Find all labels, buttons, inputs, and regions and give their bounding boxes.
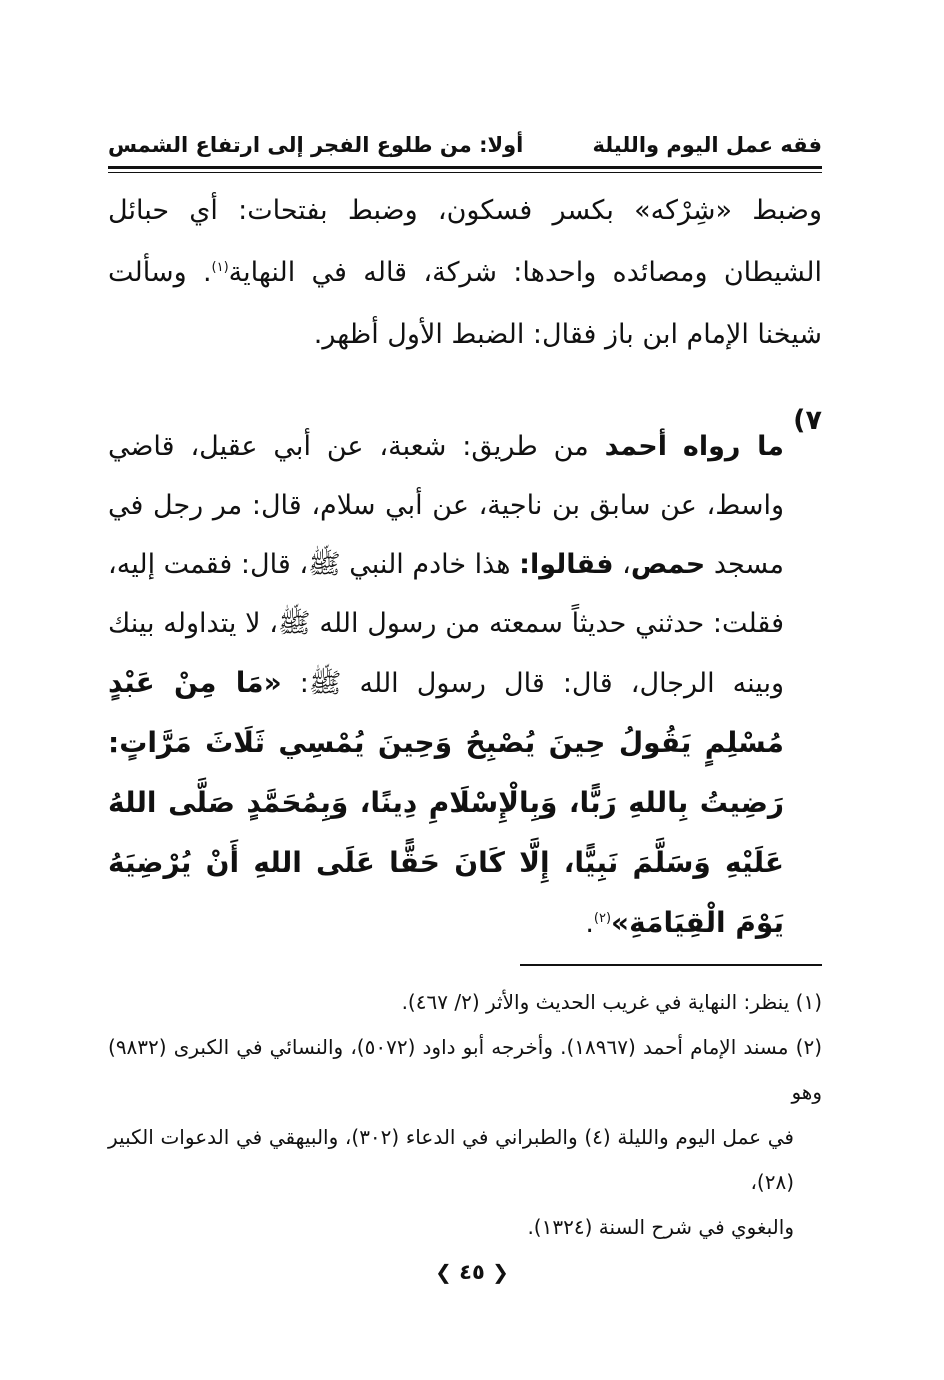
list-item-7 — [108, 390, 822, 980]
footnote-2: (٢) مسند الإمام أحمد (١٨٩٦٧). وأخرجه أبو داود (٥٠٧٢)، والنسائي في الكبرى (٩٨٣٢) وهو — [108, 1035, 822, 1104]
footnote-1: (١) ينظر: النهاية في غريب الحديث والأثر (٢/ ٤٦٧). — [401, 990, 822, 1014]
paragraph-1-text: وضبط «شِرْكه» بكسر فسكون، وضبط بفتحات: أي حبائل الشيطان ومصائده واحدها: شركة، قاله في النهاية — [108, 195, 822, 288]
footnote-2-line-2: في عمل اليوم والليلة (٤) والطبراني في الدعاء (٣٠٢)، والبيهقي في الدعوات الكبير (٢٨)، — [108, 1125, 794, 1194]
item-text-b: ، — [622, 549, 631, 580]
footnote-2-line-3: والبغوي في شرح السنة (١٣٢٤). — [527, 1215, 794, 1239]
name-hims: حمص — [630, 549, 706, 580]
book-title: فقه عمل اليوم والليلة — [592, 133, 822, 157]
ornament-right-icon: ❯ — [435, 1260, 452, 1284]
item-lead: ما رواه — [682, 431, 784, 462]
page-number — [420, 1260, 524, 1290]
item-text-a: من طريق: شعبة، عن أبي عقيل، قاضي واسط، عن سابق بن ناجية، عن أبي سلام، قال: مر رجل في مسجد — [108, 431, 784, 580]
ornament-left-icon: ❮ — [492, 1260, 509, 1284]
paragraph-1-tail: . وسألت شيخنا الإمام ابن باز فقال: الضبط الأول أظهر. — [108, 257, 822, 350]
page-number-value: ٤٥ — [459, 1260, 485, 1284]
header-rule — [108, 166, 822, 173]
section-title: أولا: من طلوع الفجر إلى ارتفاع الشمس — [108, 133, 524, 157]
paragraph-1 — [108, 180, 822, 366]
footnote-rule — [520, 964, 822, 966]
footnote-ref-1: (١) — [211, 260, 229, 275]
running-header — [108, 128, 822, 162]
item-number: ٧) — [793, 405, 822, 436]
item-end: . — [585, 908, 594, 939]
item-text-c: هذا خادم النبي ﷺ، قال: فقمت إليه، فقلت: حدثني حديثاً سمعته من رسول الله ﷺ، لا يتداوله بينك وبينه الرجال، قال: قال رسول الله ﷺ: — [108, 549, 785, 699]
footnote-ref-2: (٢) — [593, 911, 612, 926]
faqalu-word: فقالوا: — [519, 549, 614, 580]
name-ahmad: أحمد — [604, 431, 667, 462]
hadith-text: «مَا مِنْ عَبْدٍ مُسْلِمٍ يَقُولُ حِينَ يُصْبِحُ وَحِينَ يُمْسِي ثَلَاثَ مَرَّاتٍ: رَضِيتُ بِاللهِ رَبًّا، وَبِالْإِسْلَامِ دِينًا، وَبِمُحَمَّدٍ صَلَّى اللهُ عَلَيْهِ وَسَلَّمَ نَبِيًّا، إِلَّا كَانَ حَقًّا عَلَى اللهِ أَنْ يُرْضِيَهُ يَوْمَ الْقِيَامَةِ» — [108, 666, 784, 939]
footnotes — [108, 980, 822, 1250]
